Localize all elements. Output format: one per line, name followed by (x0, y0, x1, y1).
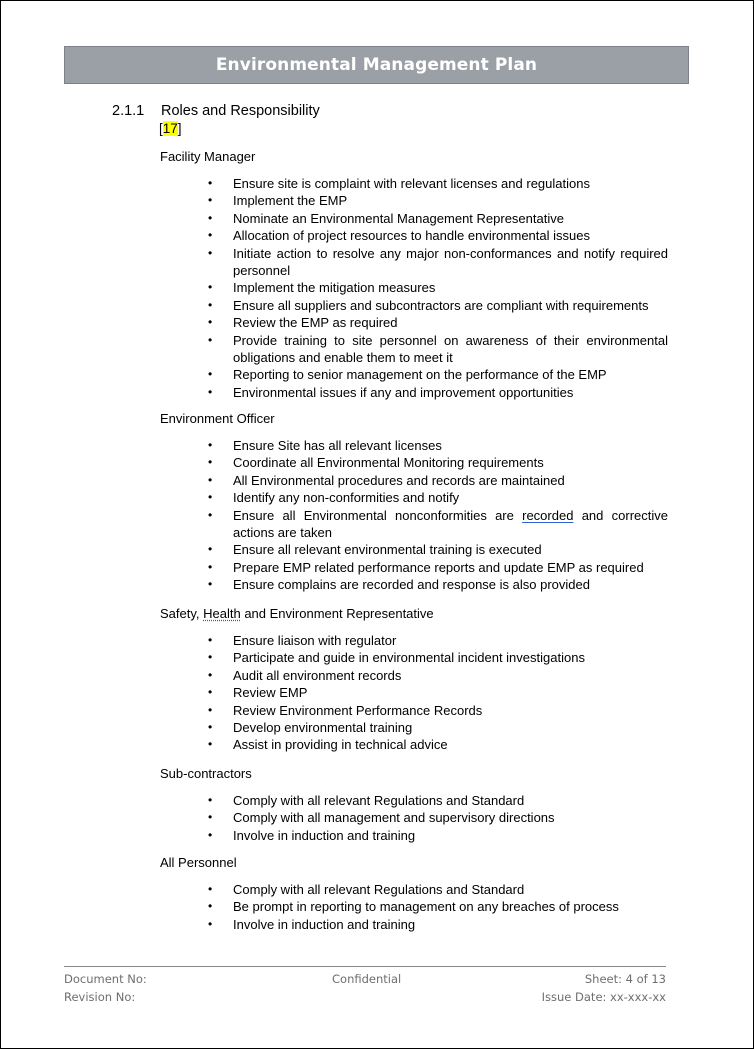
bullet-icon: • (208, 315, 213, 330)
she-representative-list (1, 632, 754, 754)
revision-number-label: Revision No: (64, 990, 136, 1004)
list-item: • Ensure liaison with regulator (208, 633, 397, 648)
bullet-icon: • (208, 455, 213, 470)
list-item: • Identify any non-conformities and notify (208, 490, 460, 506)
sheet-number: Sheet: 4 of 13 (584, 972, 666, 986)
facility-manager-list (1, 175, 754, 401)
header-banner (64, 46, 689, 84)
list-item: • Comply with all relevant Regulations and Standard (208, 882, 525, 897)
bullet-icon: • (208, 667, 213, 682)
list-item: • Reporting to senior management on the performance of the EMP (208, 367, 607, 383)
reference-number: 17 (162, 121, 178, 136)
list-item: • Be prompt in reporting to management on any breaches of process (208, 899, 619, 915)
bullet-icon: • (208, 472, 213, 487)
bullet-icon: • (208, 559, 213, 574)
bullet-icon: • (208, 793, 213, 807)
group-title-all-personnel: All Personnel (160, 855, 237, 870)
all-personnel-list (1, 881, 754, 933)
list-item: • Develop environmental training (208, 720, 413, 736)
bullet-icon: • (208, 720, 213, 735)
bullet-icon: • (208, 490, 213, 505)
group-title-facility-manager: Facility Manager (160, 149, 256, 164)
bullet-icon: • (208, 384, 213, 399)
list-item: • Nominate an Environmental Management Representative (208, 210, 564, 226)
list-item: • Assist in providing in technical advice (208, 737, 448, 753)
bullet-icon: • (208, 650, 213, 665)
list-item: • Comply with all management and supervisory directions (208, 810, 555, 826)
list-item: • Involve in induction and training (208, 827, 416, 843)
group-title-sub-contractors: Sub-contractors (160, 766, 252, 781)
bullet-icon: • (208, 899, 213, 914)
bullet-icon: • (208, 633, 213, 647)
list-item: • Review the EMP as required (208, 315, 398, 331)
bullet-icon: • (208, 297, 213, 312)
section-title: Roles and Responsibility (161, 103, 320, 119)
bullet-icon: • (208, 332, 213, 347)
document-title: Environmental Management Plan (215, 55, 538, 75)
bullet-icon: • (208, 810, 213, 825)
list-item: • Environmental issues if any and improvement opportunities (208, 384, 574, 400)
bullet-icon: • (208, 228, 213, 243)
list-item: • Involve in induction and training (208, 916, 416, 932)
section-heading (112, 103, 320, 119)
issue-date: Issue Date: xx-xxx-xx (541, 990, 666, 1004)
bullet-icon: • (208, 280, 213, 295)
list-item: • Review Environment Performance Records (208, 702, 483, 718)
bullet-icon: • (208, 210, 213, 225)
environment-officer-list (1, 437, 754, 594)
list-item: • Participate and guide in environmental incident investigations (208, 650, 585, 666)
page-footer (64, 972, 666, 1008)
bullet-icon: • (208, 438, 213, 452)
bullet-icon: • (208, 367, 213, 382)
list-item: • Ensure complains are recorded and response is also provided (208, 577, 590, 593)
bullet-icon: • (208, 882, 213, 896)
list-item: • Initiate action to resolve any major non-conformances and notify required personnel (208, 245, 668, 279)
section-number: 2.1.1 (112, 103, 145, 119)
group-title-environment-officer: Environment Officer (160, 411, 275, 426)
bullet-icon: • (208, 193, 213, 208)
list-item: • Allocation of project resources to handle environmental issues (208, 228, 590, 244)
bullet-icon: • (208, 577, 213, 592)
bullet-icon: • (208, 702, 213, 717)
list-item: • Prepare EMP related performance reports and update EMP as required (208, 559, 644, 575)
bullet-icon: • (208, 827, 213, 842)
list-item: • Review EMP (208, 685, 308, 701)
list-item: • Audit all environment records (208, 667, 402, 683)
list-item: • Provide training to site personnel on awareness of their environmental obligations and enable them to meet it (208, 332, 668, 366)
list-item: • Implement the EMP (208, 193, 348, 209)
confidential-label: Confidential (332, 972, 402, 986)
footer-divider (64, 966, 666, 967)
spell-flagged-word[interactable]: Health (203, 606, 241, 621)
bullet-icon: • (208, 737, 213, 752)
list-item: • Ensure all relevant environmental training is executed (208, 542, 542, 558)
list-item: • Implement the mitigation measures (208, 280, 436, 296)
list-item: • Ensure site is complaint with relevant licenses and regulations (208, 176, 590, 191)
grammar-flagged-word[interactable]: recorded (522, 507, 574, 523)
list-item: • Ensure all suppliers and subcontractors are compliant with requirements (208, 297, 649, 313)
bullet-icon: • (208, 916, 213, 931)
bullet-icon: • (208, 507, 213, 522)
sub-contractors-list (1, 792, 754, 844)
list-item: • All Environmental procedures and records are maintained (208, 472, 565, 488)
list-item: • Coordinate all Environmental Monitoring requirements (208, 455, 544, 471)
reference-marker: [17] (159, 121, 182, 136)
bullet-icon: • (208, 685, 213, 700)
bullet-icon: • (208, 176, 213, 190)
document-number-label: Document No: (64, 972, 147, 986)
list-item: • Ensure Site has all relevant licenses (208, 438, 442, 453)
list-item: • Ensure all Environmental nonconformities are recorded and corrective actions are taken (208, 507, 668, 541)
bullet-icon: • (208, 245, 213, 260)
list-item: • Comply with all relevant Regulations and Standard (208, 793, 525, 808)
bullet-icon: • (208, 542, 213, 557)
group-title-she-representative: Safety, Health and Environment Representative (160, 606, 434, 621)
